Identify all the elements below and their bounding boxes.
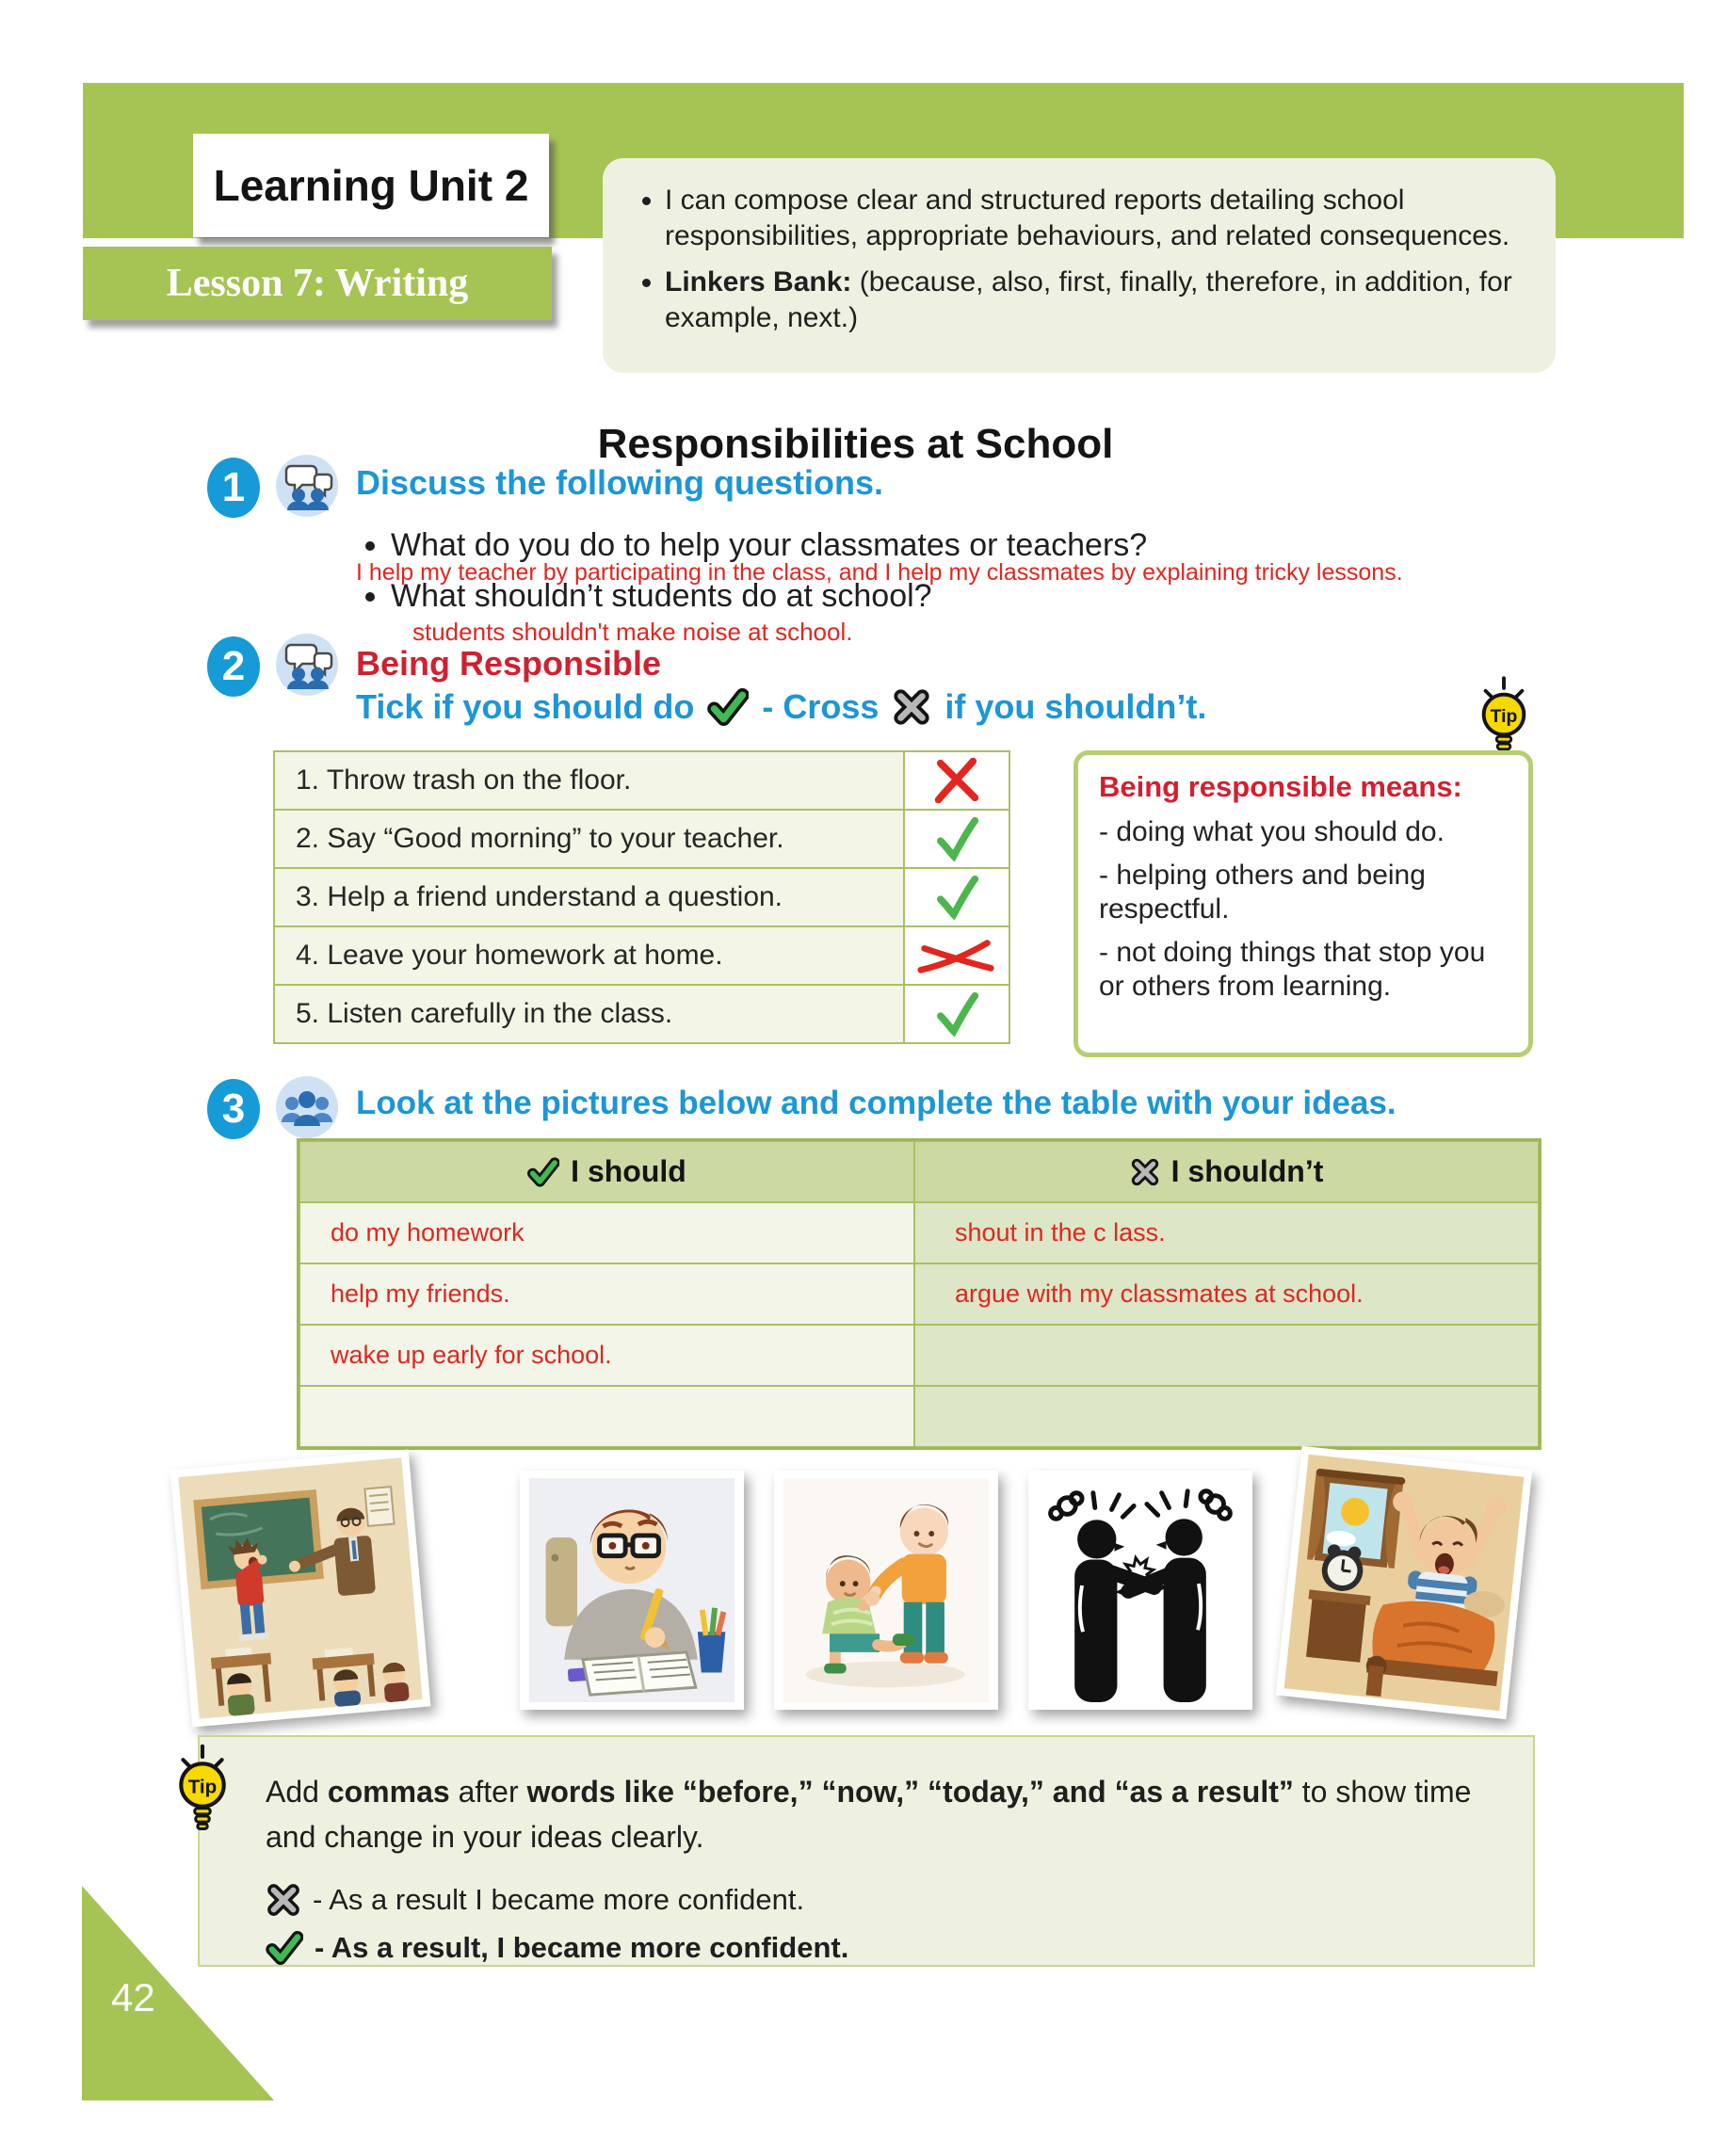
objective-item: • I can compose clear and structured reports detailing school responsibilities, appropriate behaviours, and related consequences. bbox=[665, 183, 1527, 255]
statement-cell: 2. Say “Good morning” to your teacher. bbox=[273, 809, 905, 869]
handwritten-check-mark bbox=[930, 873, 983, 922]
handwritten-cross-mark bbox=[928, 755, 986, 806]
check-icon bbox=[707, 688, 749, 726]
table-row bbox=[273, 925, 1010, 986]
tip-label: Tip bbox=[187, 1776, 218, 1798]
discussion-icon bbox=[275, 454, 339, 518]
section-3-heading: Look at the pictures below and complete the table with your ideas. bbox=[356, 1085, 1396, 1121]
handwritten-answer-1: I help my teacher by participating in the class, and I help my classmates by explaining tricky lessons. bbox=[356, 559, 1403, 586]
section-2-number-badge: 2 bbox=[207, 636, 260, 697]
question-1: What do you do to help your classmates or teachers? bbox=[391, 527, 1148, 563]
tip-box-point: - doing what you should do. bbox=[1099, 816, 1445, 847]
being-responsible-table bbox=[273, 752, 1010, 1044]
tip-text: Add commas after words like “before,” “now,” “today,” and “as a result” to show time and change in your ideas clearly. bbox=[266, 1775, 1472, 1854]
section-3-number-badge: 3 bbox=[207, 1079, 260, 1139]
tip-box-point: - not doing things that stop you or others from learning. bbox=[1099, 937, 1486, 1002]
commas-tip-box bbox=[198, 1735, 1535, 1967]
being-responsible-tip-box bbox=[1073, 750, 1533, 1057]
tip-box-point: - helping others and being respectful. bbox=[1099, 860, 1426, 925]
objectives-box bbox=[603, 158, 1556, 373]
wrong-example-row: - As a result I became more confident. bbox=[266, 1882, 1492, 1918]
discussion-icon bbox=[275, 633, 339, 697]
section-2-heading: Being Responsible bbox=[356, 644, 662, 683]
tip-label: Tip bbox=[1490, 705, 1518, 727]
cross-icon bbox=[1130, 1157, 1160, 1187]
handwritten-answer-2: students shouldn't make noise at school. bbox=[412, 618, 853, 646]
table-row bbox=[273, 750, 1010, 811]
page-number: 42 bbox=[111, 1975, 155, 2019]
shouldnt-cell bbox=[914, 1325, 1539, 1386]
section-1-heading: Discuss the following questions. bbox=[356, 463, 884, 502]
answer-cell bbox=[903, 867, 1010, 927]
tip-box-title: Being responsible means: bbox=[1099, 770, 1462, 803]
column-header-should: I should bbox=[299, 1141, 914, 1202]
group-people-icon bbox=[275, 1075, 339, 1139]
column-header-shouldnt: I shouldn’t bbox=[914, 1141, 1539, 1202]
cross-icon bbox=[892, 687, 931, 727]
right-example-row: - As a result, I became more confident. bbox=[266, 1931, 1492, 1965]
shouldnt-cell: shout in the c lass. bbox=[914, 1202, 1539, 1263]
handwritten-check-mark bbox=[930, 814, 983, 863]
unit-title: Learning Unit 2 bbox=[213, 161, 529, 210]
picture-helping-friend bbox=[774, 1471, 998, 1710]
unit-title-accent-bar bbox=[559, 134, 573, 237]
unit-title-box bbox=[193, 134, 549, 237]
should-cell bbox=[299, 1386, 914, 1447]
lesson-title: Lesson 7: Writing bbox=[166, 262, 469, 305]
picture-doing-homework bbox=[520, 1471, 744, 1710]
lesson-title-box bbox=[83, 247, 552, 320]
statement-cell: 1. Throw trash on the floor. bbox=[273, 750, 905, 811]
handwritten-cross-mark bbox=[913, 936, 1000, 975]
objective-item: • Linkers Bank: (because, also, first, finally, therefore, in addition, for example, next.) bbox=[665, 265, 1527, 337]
picture-classroom-shouting bbox=[170, 1449, 431, 1727]
answer-cell bbox=[903, 750, 1010, 811]
table-row bbox=[273, 867, 1010, 927]
statement-cell: 4. Leave your homework at home. bbox=[273, 925, 905, 986]
check-icon bbox=[266, 1931, 303, 1965]
section-1-number-badge: 1 bbox=[207, 458, 260, 518]
answer-cell bbox=[903, 809, 1010, 869]
check-icon bbox=[527, 1157, 559, 1187]
statement-cell: 5. Listen carefully in the class. bbox=[273, 984, 905, 1044]
should-cell: do my homework bbox=[299, 1202, 914, 1263]
section-2-instruction: Tick if you should do - Cross if you shouldn’t. bbox=[356, 687, 1207, 726]
shouldnt-cell: argue with my classmates at school. bbox=[914, 1263, 1539, 1325]
handwritten-check-mark bbox=[930, 990, 983, 1038]
answer-cell bbox=[903, 925, 1010, 986]
page-title: Responsibilities at School bbox=[597, 421, 1114, 468]
should-shouldnt-table bbox=[297, 1138, 1542, 1450]
answer-cell bbox=[903, 984, 1010, 1044]
shouldnt-cell bbox=[914, 1386, 1539, 1447]
should-cell: wake up early for school. bbox=[299, 1325, 914, 1386]
table-row bbox=[273, 984, 1010, 1044]
statement-cell: 3. Help a friend understand a question. bbox=[273, 867, 905, 927]
cross-icon bbox=[266, 1882, 301, 1918]
picture-waking-up-early bbox=[1276, 1446, 1532, 1719]
tip-lightbulb-icon bbox=[171, 1738, 234, 1837]
question-2: What shouldn’t students do at school? bbox=[391, 578, 932, 614]
table-row bbox=[273, 809, 1010, 869]
picture-arguing-silhouettes bbox=[1028, 1471, 1252, 1710]
should-cell: help my friends. bbox=[299, 1263, 914, 1325]
